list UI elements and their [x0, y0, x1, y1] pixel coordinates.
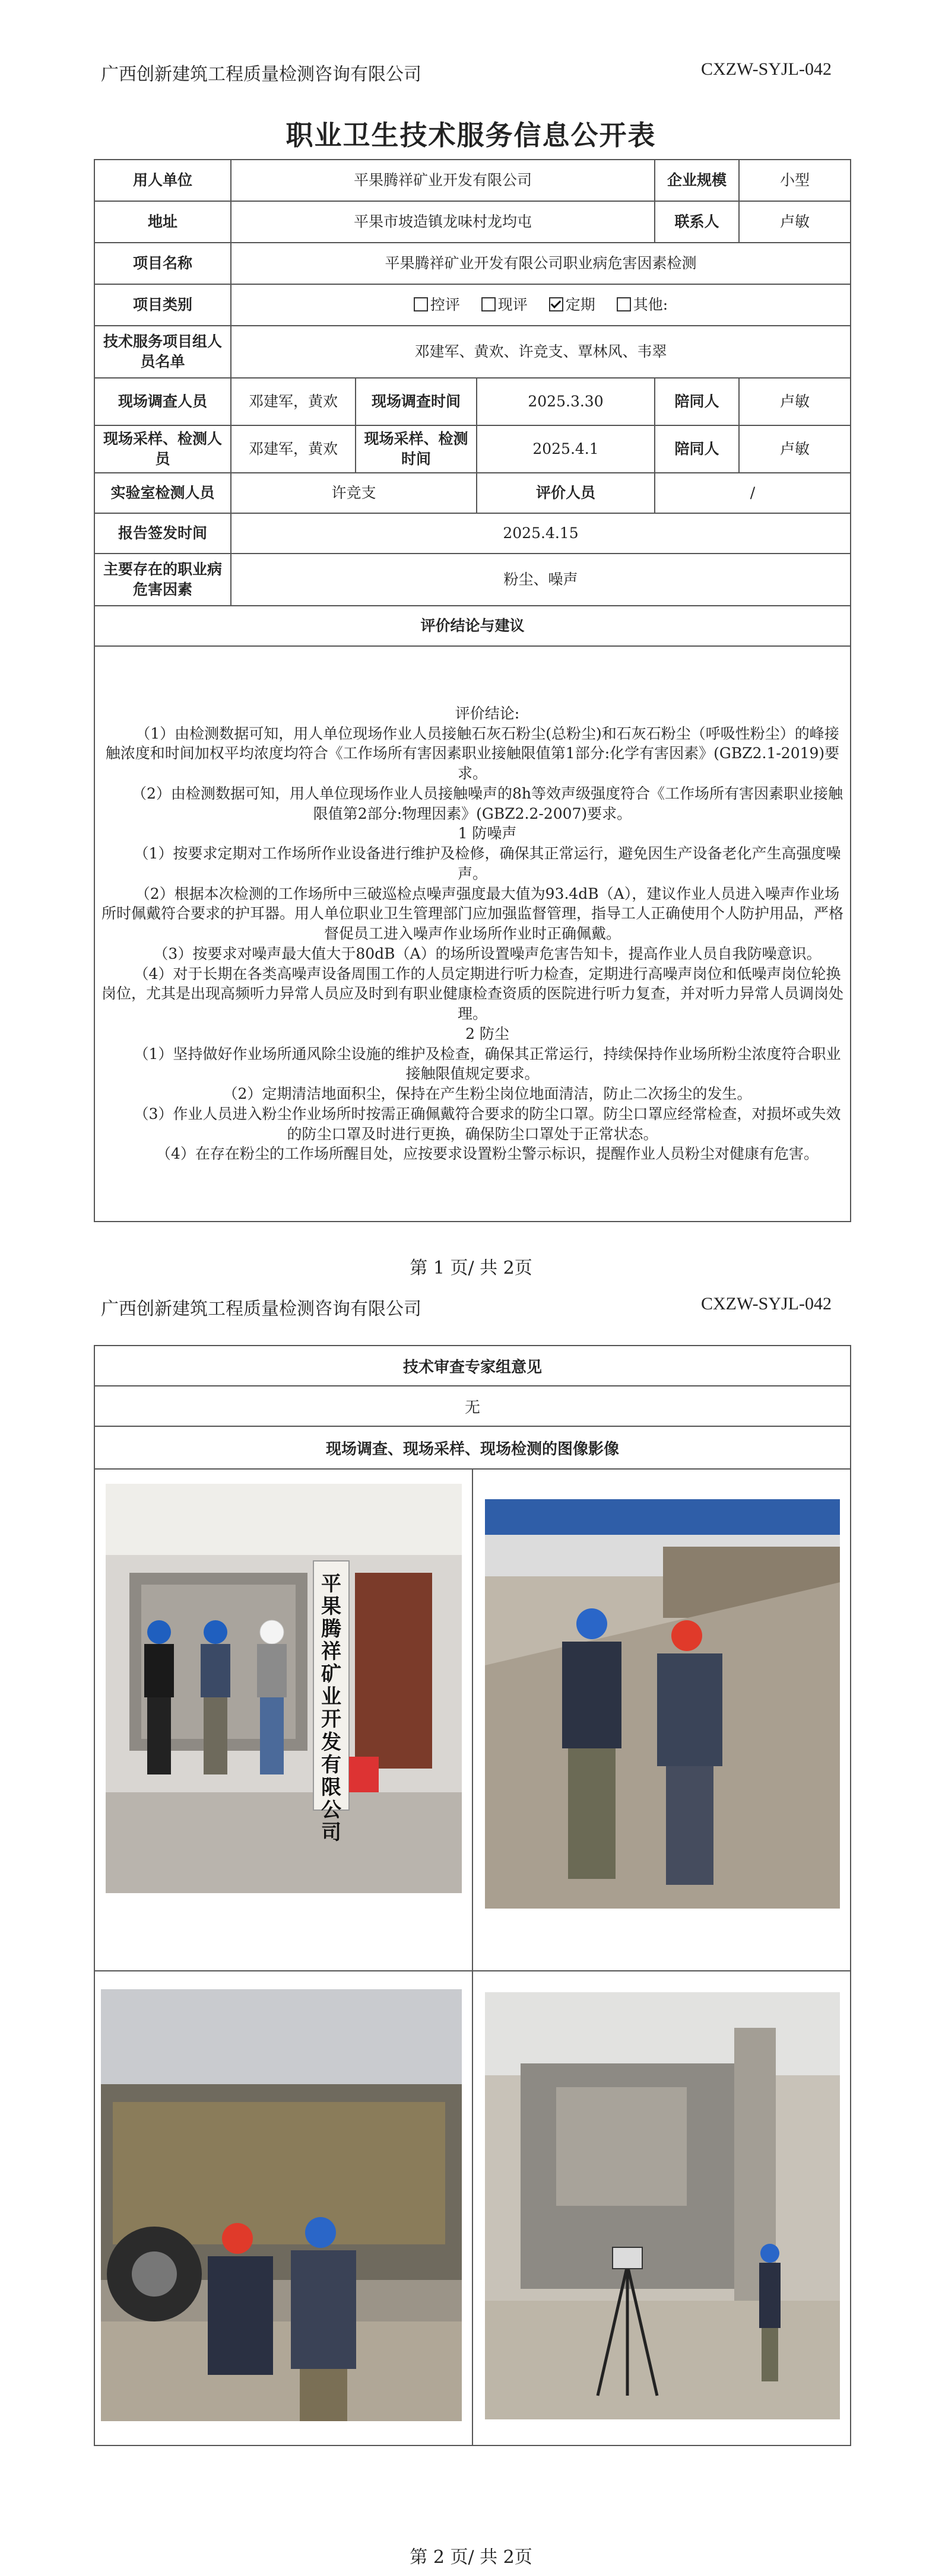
header-code-2: CXZW-SYJL-042 — [701, 1294, 832, 1314]
sampling-companion-value: 卢敏 — [739, 425, 851, 473]
checkbox-kongping: 控评 — [414, 295, 460, 315]
conclusion-heading: 评价结论与建议 — [94, 606, 851, 646]
checkbox-xianping: 现评 — [481, 295, 528, 315]
contact-label: 联系人 — [655, 201, 739, 243]
photo-cell-3 — [94, 1971, 472, 2445]
scale-value: 小型 — [739, 160, 851, 201]
survey-companion-value: 卢敏 — [739, 378, 851, 425]
document-title: 职业卫生技术服务信息公开表 — [286, 119, 656, 151]
checkbox-checked-icon — [549, 297, 563, 311]
project-type-label: 项目类别 — [94, 284, 231, 326]
info-table — [94, 159, 851, 1222]
conclusion-paragraph: 1 防噪声 — [458, 825, 517, 842]
survey-companion-label: 陪同人 — [655, 378, 739, 425]
scale-label: 企业规模 — [655, 160, 739, 201]
team-label: 技术服务项目组人员名单 — [94, 326, 231, 378]
project-name-value: 平果腾祥矿业开发有限公司职业病危害因素检测 — [231, 243, 851, 284]
page-footer-1: 第 1 页/ 共 2页 — [410, 1258, 532, 1279]
survey-time-value: 2025.3.30 — [477, 378, 655, 425]
employer-value: 平果腾祥矿业开发有限公司 — [231, 160, 655, 201]
sampling-time-label: 现场采样、检测时间 — [356, 425, 477, 473]
conclusion-paragraph: （3）作业人员进入粉尘作业场所时按需正确佩戴符合要求的防尘口罩。防尘口罩应经常检查，对损坏或失效的防尘口罩及时进行更换，确保防尘口罩处于正常状态。 — [134, 1105, 841, 1143]
photo-dust-monitoring — [485, 1992, 840, 2419]
header-company-2: 广西创新建筑工程质量检测咨询有限公司 — [101, 1299, 421, 1319]
photo-cell-4 — [472, 1971, 851, 2445]
conclusion-paragraph: （1）坚持做好作业场所通风除尘设施的维护及检查，确保其正常运行，持续保持作业场所粉尘浓度符合职业接触限值规定要求。 — [134, 1045, 841, 1083]
lab-value: 许竞支 — [231, 473, 477, 513]
conclusion-paragraph: （1）按要求定期对工作场所作业设备进行维护及检修，确保其正常运行，避免因生产设备老化产生高强度噪声。 — [134, 845, 841, 882]
survey-people-value: 邓建军，黄欢 — [231, 378, 356, 425]
evaluator-label: 评价人员 — [477, 473, 655, 513]
page-footer-2: 第 2 页/ 共 2页 — [410, 2547, 532, 2568]
project-type-options — [231, 284, 851, 326]
conclusion-paragraph: （1）由检测数据可知，用人单位现场作业人员接触石灰石粉尘(总粉尘)和石灰石粉尘（呼吸性粉尘）的峰接触浓度和时间加权平均浓度均符合《工作场所有害因素职业接触限值第1部分:化学有害因素》(GBZ2.1-2019)要求。 — [105, 724, 840, 783]
conclusion-paragraph: （2）定期清洁地面积尘，保持在产生粉尘岗位地面清洁，防止二次扬尘的发生。 — [223, 1085, 752, 1103]
company-sign-board: 平果腾祥矿业开发有限公司 — [321, 1572, 341, 1844]
checkbox-empty-icon — [414, 297, 428, 311]
checkbox-dingqi: 定期 — [549, 295, 595, 315]
hazards-label: 主要存在的职业病危害因素 — [94, 554, 231, 606]
photo-cell-2 — [472, 1469, 851, 1971]
conclusion-text — [99, 704, 846, 1164]
conclusion-paragraph: 评价结论: — [455, 704, 520, 722]
photo-survey-office — [106, 1484, 462, 1893]
address-label: 地址 — [94, 201, 231, 243]
evaluator-value: / — [655, 473, 851, 513]
review-table — [94, 1345, 851, 2446]
header-company: 广西创新建筑工程质量检测咨询有限公司 — [101, 64, 421, 85]
report-time-label: 报告签发时间 — [94, 513, 231, 554]
address-value: 平果市坡造镇龙味村龙均屯 — [231, 201, 655, 243]
sampling-time-value: 2025.4.1 — [477, 425, 655, 473]
report-time-value: 2025.4.15 — [231, 513, 851, 554]
sampling-people-label: 现场采样、检测人员 — [94, 425, 231, 473]
conclusion-paragraph: 2 防尘 — [465, 1025, 509, 1042]
photo-truck-sampling — [101, 1989, 462, 2421]
project-name-label: 项目名称 — [94, 243, 231, 284]
checkbox-empty-icon — [617, 297, 631, 311]
conclusion-paragraph: （2）根据本次检测的工作场所中三破巡检点噪声强度最大值为93.4dB（A），建议作业人员进入噪声作业场所时佩戴符合要求的护耳器。用人单位职业卫生管理部门应加强监督管理，指导工人正确使用个人防护用品，严格督促员工进入噪声作业场所作业时正确佩戴。 — [101, 885, 843, 943]
hazards-value: 粉尘、噪声 — [231, 554, 851, 606]
conclusion-paragraph: （4）对于长期在各类高噪声设备周围工作的人员定期进行听力检查，定期进行高噪声岗位和低噪声岗位轮换岗位，尤其是出现高频听力异常人员应及时到有职业健康检查资质的医院进行听力复查，并对听力异常人员调岗处理。 — [101, 965, 843, 1023]
sampling-people-value: 邓建军，黄欢 — [231, 425, 356, 473]
checkbox-other: 其他: — [617, 295, 668, 315]
conclusion-paragraph: （2）由检测数据可知，用人单位现场作业人员接触噪声的8h等效声级强度符合《工作场所有害因素职业接触限值第2部分:物理因素》(GBZ2.2-2007)要求。 — [132, 784, 843, 822]
survey-time-label: 现场调查时间 — [356, 378, 477, 425]
conclusion-body — [94, 646, 851, 1222]
sampling-companion-label: 陪同人 — [655, 425, 739, 473]
expert-heading: 技术审查专家组意见 — [94, 1346, 851, 1386]
survey-people-label: 现场调查人员 — [94, 378, 231, 425]
checkbox-empty-icon — [481, 297, 496, 311]
employer-label: 用人单位 — [94, 160, 231, 201]
images-heading: 现场调查、现场采样、现场检测的图像影像 — [94, 1426, 851, 1469]
header-code: CXZW-SYJL-042 — [701, 59, 832, 79]
lab-label: 实验室检测人员 — [94, 473, 231, 513]
photo-cell-1 — [94, 1469, 472, 1971]
page-2 — [0, 1288, 942, 2576]
photo-noise-measurement — [485, 1499, 840, 1909]
team-value: 邓建军、黄欢、许竞支、覃林风、韦翠 — [231, 326, 851, 378]
conclusion-paragraph: （3）按要求对噪声最大值大于80dB（A）的场所设置噪声危害告知卡，提高作业人员自我防噪意识。 — [153, 944, 822, 962]
contact-value: 卢敏 — [739, 201, 851, 243]
conclusion-paragraph: （4）在存在粉尘的工作场所醒目处，应按要求设置粉尘警示标识，提醒作业人员粉尘对健康有危害。 — [156, 1145, 819, 1163]
expert-opinion: 无 — [94, 1386, 851, 1426]
